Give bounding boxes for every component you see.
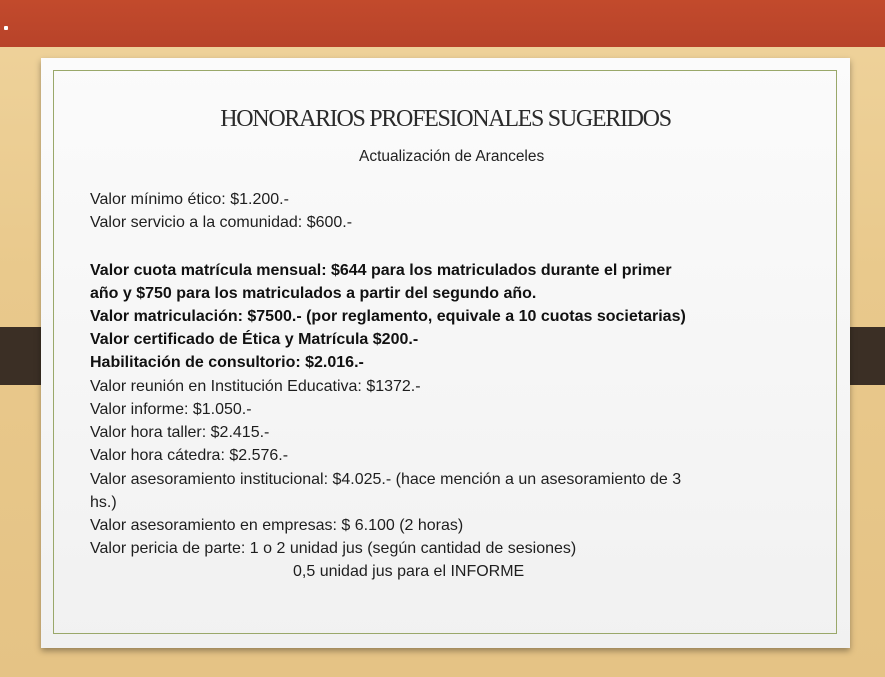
page-subtitle: Actualización de Aranceles (359, 148, 545, 165)
fee-line-minimo-etico: Valor mínimo ético: $1.200.- (90, 191, 289, 208)
fee-line-matriculacion: Valor matriculación: $7500.- (por reglamento, equivale a 10 cuotas societarias) (90, 308, 686, 325)
fee-line-reunion: Valor reunión en Institución Educativa: $1372.- (90, 378, 421, 395)
slide-card (41, 58, 850, 648)
fee-line-servicio-comunidad: Valor servicio a la comunidad: $600.- (90, 214, 353, 231)
fee-line-informe: Valor informe: $1.050.- (90, 401, 252, 418)
page-title: HONORARIOS PROFESIONALES SUGERIDOS (220, 106, 671, 132)
fee-line-asesoramiento-institucional: Valor asesoramiento institucional: $4.025.- (hace mención a un asesoramiento de 3 (90, 471, 682, 488)
bullet-dot (4, 26, 8, 30)
fee-line-hora-catedra: Valor hora cátedra: $2.576.- (90, 447, 289, 464)
fee-line-cuota-matricula-cont: año y $750 para los matriculados a partir del segundo año. (90, 285, 537, 302)
fee-line-hora-taller: Valor hora taller: $2.415.- (90, 424, 270, 441)
fee-line-habilitacion: Habilitación de consultorio: $2.016.- (90, 354, 364, 371)
top-header-bar (0, 0, 885, 47)
fee-line-pericia: Valor pericia de parte: 1 o 2 unidad jus (según cantidad de sesiones) (90, 540, 577, 557)
fee-line-asesoramiento-empresas: Valor asesoramiento en empresas: $ 6.100 (2 horas) (90, 517, 464, 534)
fee-line-cuota-matricula: Valor cuota matrícula mensual: $644 para los matriculados durante el primer (90, 262, 672, 279)
fee-line-certificado: Valor certificado de Ética y Matrícula $200.- (90, 331, 419, 348)
decorative-band-left (0, 327, 44, 385)
fee-line-pericia-informe: 0,5 unidad jus para el INFORME (293, 563, 525, 580)
fee-line-asesoramiento-institucional-cont: hs.) (90, 494, 117, 511)
